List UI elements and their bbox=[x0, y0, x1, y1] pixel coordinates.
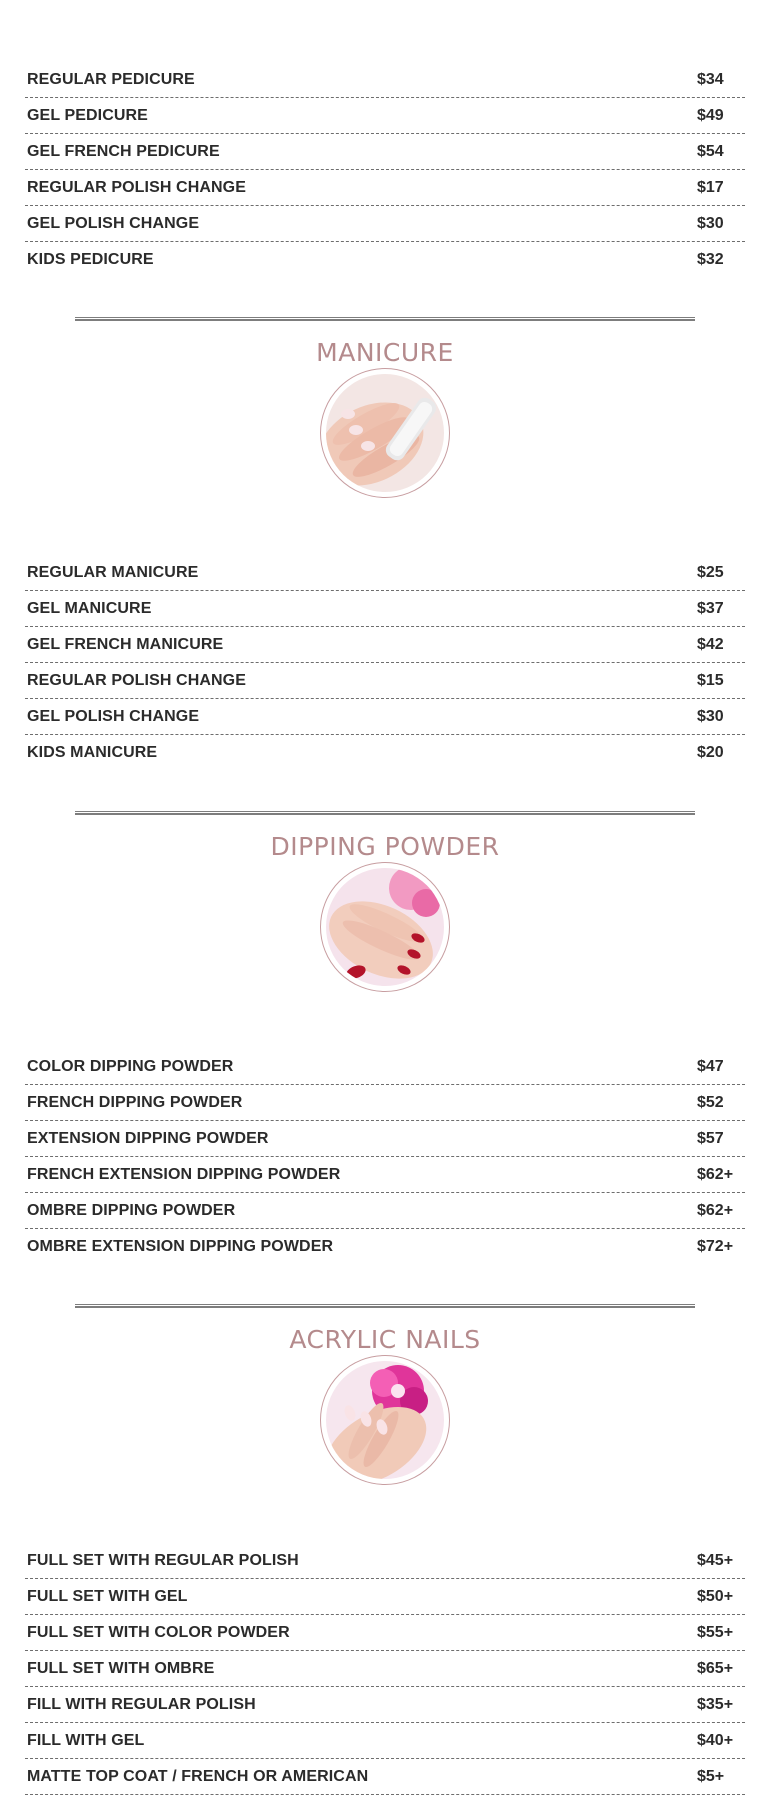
price-row bbox=[25, 735, 745, 771]
manicure-photo bbox=[320, 368, 450, 498]
service-name: FULL SET WITH OMBRE bbox=[27, 1660, 215, 1677]
section-title-acrylic-nails: ACRYLIC NAILS bbox=[289, 1325, 481, 1354]
price-row bbox=[25, 1687, 745, 1723]
dipping-powder-photo bbox=[320, 862, 450, 992]
price-row bbox=[25, 134, 745, 170]
price-row bbox=[25, 98, 745, 134]
service-price: $62+ bbox=[697, 1202, 734, 1219]
price-row bbox=[25, 555, 745, 591]
service-price: $49 bbox=[697, 107, 724, 124]
service-price: $25 bbox=[697, 564, 724, 581]
service-name: FRENCH EXTENSION DIPPING POWDER bbox=[27, 1166, 341, 1183]
service-price: $52 bbox=[697, 1094, 724, 1111]
price-row bbox=[25, 1759, 745, 1795]
acrylic-nails-photo bbox=[320, 1355, 450, 1485]
service-name: REGULAR PEDICURE bbox=[27, 71, 195, 88]
service-name: REGULAR POLISH CHANGE bbox=[27, 672, 246, 689]
price-row bbox=[25, 627, 745, 663]
service-price: $72+ bbox=[697, 1238, 734, 1255]
service-price: $5+ bbox=[697, 1768, 725, 1785]
service-price: $32 bbox=[697, 251, 724, 268]
price-row bbox=[25, 1049, 745, 1085]
service-name: EXTENSION DIPPING POWDER bbox=[27, 1130, 269, 1147]
service-name: FRENCH DIPPING POWDER bbox=[27, 1094, 243, 1111]
service-name: MATTE TOP COAT / FRENCH OR AMERICAN bbox=[27, 1768, 369, 1785]
service-name: FILL WITH GEL bbox=[27, 1732, 145, 1749]
service-price: $45+ bbox=[697, 1552, 734, 1569]
price-row bbox=[25, 1723, 745, 1759]
price-row bbox=[25, 1085, 745, 1121]
service-price: $47 bbox=[697, 1058, 724, 1075]
service-name: GEL PEDICURE bbox=[27, 107, 148, 124]
service-name: FILL WITH REGULAR POLISH bbox=[27, 1696, 256, 1713]
price-row bbox=[25, 1579, 745, 1615]
service-name: COLOR DIPPING POWDER bbox=[27, 1058, 234, 1075]
service-name: REGULAR POLISH CHANGE bbox=[27, 179, 246, 196]
service-name: GEL POLISH CHANGE bbox=[27, 708, 200, 725]
price-row bbox=[25, 663, 745, 699]
section-title-dipping-powder: DIPPING POWDER bbox=[270, 832, 500, 861]
service-price: $40+ bbox=[697, 1732, 734, 1749]
service-price: $65+ bbox=[697, 1660, 734, 1677]
service-price: $42 bbox=[697, 636, 724, 653]
service-name: FULL SET WITH REGULAR POLISH bbox=[27, 1552, 299, 1569]
service-price: $50+ bbox=[697, 1588, 734, 1605]
price-row bbox=[25, 170, 745, 206]
service-price: $15 bbox=[697, 672, 724, 689]
price-row bbox=[25, 591, 745, 627]
service-name: OMBRE EXTENSION DIPPING POWDER bbox=[27, 1238, 334, 1255]
service-name: FULL SET WITH COLOR POWDER bbox=[27, 1624, 290, 1641]
service-price: $35+ bbox=[697, 1696, 734, 1713]
service-price: $34 bbox=[697, 71, 724, 88]
section-divider bbox=[75, 1304, 695, 1308]
price-row bbox=[25, 62, 745, 98]
section-divider bbox=[75, 811, 695, 815]
service-price: $20 bbox=[697, 744, 724, 761]
pedicure-price-list bbox=[25, 62, 745, 278]
acrylic-nails-price-list bbox=[25, 1543, 745, 1795]
service-name: GEL MANICURE bbox=[27, 600, 152, 617]
service-price: $17 bbox=[697, 179, 724, 196]
service-price: $62+ bbox=[697, 1166, 734, 1183]
price-row bbox=[25, 1157, 745, 1193]
service-price: $37 bbox=[697, 600, 724, 617]
service-name: GEL POLISH CHANGE bbox=[27, 215, 200, 232]
section-title-manicure: MANICURE bbox=[316, 338, 454, 367]
dipping-powder-price-list bbox=[25, 1049, 745, 1265]
price-row bbox=[25, 1193, 745, 1229]
manicure-price-list bbox=[25, 555, 745, 771]
service-price: $30 bbox=[697, 708, 724, 725]
service-price: $30 bbox=[697, 215, 724, 232]
service-price: $54 bbox=[697, 143, 724, 160]
service-price: $57 bbox=[697, 1130, 724, 1147]
price-row bbox=[25, 1651, 745, 1687]
price-row bbox=[25, 1229, 745, 1265]
service-name: OMBRE DIPPING POWDER bbox=[27, 1202, 236, 1219]
section-divider bbox=[75, 317, 695, 321]
price-row bbox=[25, 1543, 745, 1579]
service-name: GEL FRENCH PEDICURE bbox=[27, 143, 220, 160]
service-name: REGULAR MANICURE bbox=[27, 564, 199, 581]
service-name: KIDS MANICURE bbox=[27, 744, 158, 761]
service-name: FULL SET WITH GEL bbox=[27, 1588, 188, 1605]
price-row bbox=[25, 206, 745, 242]
price-row bbox=[25, 699, 745, 735]
price-row bbox=[25, 242, 745, 278]
price-row bbox=[25, 1615, 745, 1651]
service-price: $55+ bbox=[697, 1624, 734, 1641]
price-row bbox=[25, 1121, 745, 1157]
service-name: GEL FRENCH MANICURE bbox=[27, 636, 224, 653]
service-name: KIDS PEDICURE bbox=[27, 251, 154, 268]
